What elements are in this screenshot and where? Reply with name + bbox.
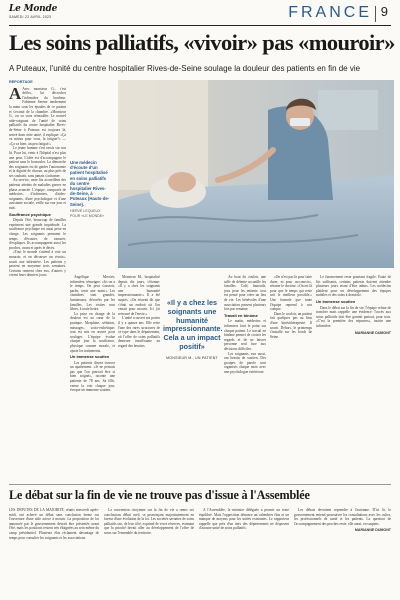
second-column-1 [9,508,99,596]
second-column-3 [199,508,289,596]
main-subhead: A Puteaux, l'unité du centre hospitalier Rives-de-Seine soulage la douleur des patients en fin de vie [9,64,361,73]
article-subtitle: Souffrance psychique [9,211,51,217]
second-signature: MARIANNE DUMONT [354,528,391,533]
article-paragraph: Le financement reste pourtant fragile. Faute de lits suffisants, certains patients doivent attendre plusieurs jours avant d'être admis. Les médecins plaident pour un développement des équipes mobiles et des soins à domicile. [316,275,391,298]
second-column-4 [294,508,391,596]
article-paragraph: L'unité a ouvert ses portes il y a quinze ans. Elle reste l'une des rares structures de ce type dans le département, où l'offre de soins palliatifs demeure insuffisante au regard des besoins. [118,316,160,348]
article-signature: MARIANNE DUMONT [354,330,391,335]
article-paragraph: Les débats devraient reprendre à l'automne. D'ici là, le gouvernement entend poursuivre les consultations avec les cultes, les professionnels de santé et les patients. La question de l'accompagnement des proches reste, elle aussi, en suspens. [294,508,391,526]
article-paragraph: Au bout du couloir, une salle de détente accueille les familles. Café, fauteuils, jeux pour les enfants: tout est pensé pour créer un lieu de vie. Les bénévoles d'une association passent plusieurs fois par semaine. [224,275,266,312]
header-rule [9,25,391,26]
article-paragraph: La convention citoyenne sur la fin de vie a remis ses conclusions début avril, se prononçant majoritairement en faveur d'une évolution de la loi. Les sociétés savantes de soins palliatifs ont, de leur côté, exprimé de vives réserves, estimant que la priorité devait aller au développement de l'offre de soins sur l'ensemble du territoire. [104,508,194,535]
article-paragraph: Angélique Mercier, infirmière, témoigne: «Ici on a le temps. On peut s'asseoir, parler, tenir une main.» Les chambres sont grandes, lumineuses, décorées par les familles. Les visites sont libres, à toute heure. [70,275,115,312]
article-column-1 [9,80,66,480]
article-column-2 [70,275,115,480]
article-column-6 [316,275,391,480]
issue-date: SAMEDI 22 AVRIL 2023 [9,15,52,19]
photo-caption-note: Une médecin d'écoute d'un patient hospitalisé en soins palliatifs du centre hospitalier Rives-de-Seine, à Puteaux (Hauts-de-Seine). HERVÉ LEQUEUX POUR «LE MONDE» [70,160,110,219]
pull-quote [163,299,221,360]
article-paragraph: La prise en charge de la douleur est au cœur de la pratique. Morphine, sédation, massages, socio-esthétique: tout est mis en œuvre pour soulager. L'équipe évalue chaque jour la souffrance, physique comme morale, et ajuste les traitements. [70,311,115,353]
article-column-4 [224,275,266,480]
article-subtitle: Un immense soutien [70,354,110,360]
article-paragraph: Dans le débat sur la fin de vie, l'équipe refuse de trancher mais rappelle une évidence: l'accès aux soins palliatifs doit être garanti partout, pour tous. «C'est la première des réponses», insiste une infirmière. [316,305,391,328]
pull-quote-author: MONSIEUR M., UN PATIENT [166,355,218,360]
article-paragraph: Monsieur M., hospitalisé depuis dix jours, s'étonne: «Il y a chez les soignants une humanité impressionnante.» Il a été surpris. «On m'avait dit que c'était un endroit où l'on venait pour mourir. Ici j'ai retrouvé de l'envie.» [118,275,160,316]
article-paragraph: Dans le couloir, un patient fait quelques pas au bras d'une kinésithérapeute. Il sourit. Dehors, le printemps s'installe sur les bords de Seine. [270,311,312,339]
article-photo [118,80,394,268]
article-paragraph: A l'Assemblée, la ministre déléguée a promis un texte équilibré. Mais l'opposition dénonce un calendrier flou et un manque de moyens pour les unités existantes. Le rapporteur rappelle que près d'un tiers des départements ne disposent d'aucune unité de soins palliatifs. [199,508,289,531]
article-paragraph: Au service, onze lits accueillent des patients atteints de maladies graves en phase avancée. L'équipe, composée de médecins, d'infirmiers, d'aides-soignants, d'une psychologue et d'une assistante sociale, veille sur eux jour et nuit. [9,178,66,211]
article-divider [9,484,391,485]
article-paragraph: LES DÉPUTÉS DE LA MAJORITÉ, réunis mercredi après-midi, ont achevé un débat sans conclusion ferme sur l'ouverture d'une aide active à mourir. La proposition de loi annoncée par le gouvernement devrait être présentée avant l'été, mais les positions restent très éloignées au sein même du camp présidentiel. Plusieurs élus réclament davantage de temps pour consulter les soignants et les associations. [9,508,99,540]
article-column-5 [270,275,312,480]
article-paragraph: Depuis l'été, beaucoup de familles expriment une grande inquiétude. La souffrance psychique est aussi prise en charge. Les soignants prennent le temps d'écouter, de rassurer, d'expliquer. Ils accompagnent aussi les proches, avant et après le décès. [9,218,66,250]
article-paragraph: Les patients disent trouver un apaisement. «Je ne pensais pas que l'on pouvait être si bien soigné», raconte une patiente de 78 ans. Sa fille, venue la voir chaque jour, évoque un immense soutien. [70,360,115,393]
article-paragraph: Le jeune homme s'est rassis sur son lit. Pour lui, venir à l'hôpital n'est plus une peur. L'idée est d'accompagner le patient sans le bousculer. La démarche des soignants est de garder l'autonomie et la dignité de chacun, au plus près de ses souhaits, sans jamais s'acharner. [9,146,66,178]
pull-quote-text: «Il y a chez les soignants une humanité impressionnante. Cela a un impact positif» [163,298,223,351]
article-subtitle: Travail en binôme [224,312,258,318]
drop-cap: A [9,83,22,103]
header-separator [375,6,376,22]
article-paragraph: «Tout le monde s'attend à voir un mouroir, et on découvre un vivoir», sourit une infirmière. Les patients y passent en moyenne trois semaines. Certains rentrent chez eux, d'autres y vivent leurs derniers jours. [9,250,66,278]
section-title: FRANCE [288,4,372,21]
masthead [9,4,57,19]
article-paragraph: A Avec monsieur G., c'est drôle», lui décrocher l'infirmière du bonheur. Fabienne Serene tendrement la main sous les épaules de ce patient et s'extrait de la chambre. «Monsieur G., on va vous réinstaller. Le nouvel aide-soignant de l'unité de soins palliatifs du centre hospitalier Rives-de-Seine à Puteaux est toujours là, arrivé dans cette unité, il explique: «Ça va mieux pour vous, la fatigue?» — «Ça va bien, un peu fatigué.» [9,83,66,146]
second-headline: Le débat sur la fin de vie ne trouve pas d'issue à l'Assemblée [9,488,310,502]
article-paragraph: «On n'est pas là pour faire durer, ni pour raccourcir», résume le docteur. «On est là pour que le temps qui reste soit le meilleur possible.» Une formule que toute l'équipe reprend à son compte. [270,275,312,312]
hospital-room-image [118,80,394,268]
photo-credit: HERVÉ LEQUEUX POUR «LE MONDE» [70,208,105,219]
newspaper-logo: Le Monde [9,4,58,14]
article-paragraph: Les soignants, eux aussi, ont besoin de soutien. Des groupes de parole sont organisés chaque mois avec une psychologue extérieure. [224,351,266,374]
page-number: 9 [380,4,388,19]
second-column-2 [104,508,194,596]
article-subtitle: Un immense soutien [316,298,356,304]
main-headline: Les soins palliatifs, «vivoir» pas «mouroir» [9,30,395,55]
article-paragraph: Le matin, médecins et infirmiers font le point sur chaque patient. Le travail en binôme permet de croiser les regards et de ne laisser personne seul face aux décisions difficiles. [224,319,266,351]
article-column-3 [118,275,160,480]
article-tag: REPORTAGE [9,80,33,84]
